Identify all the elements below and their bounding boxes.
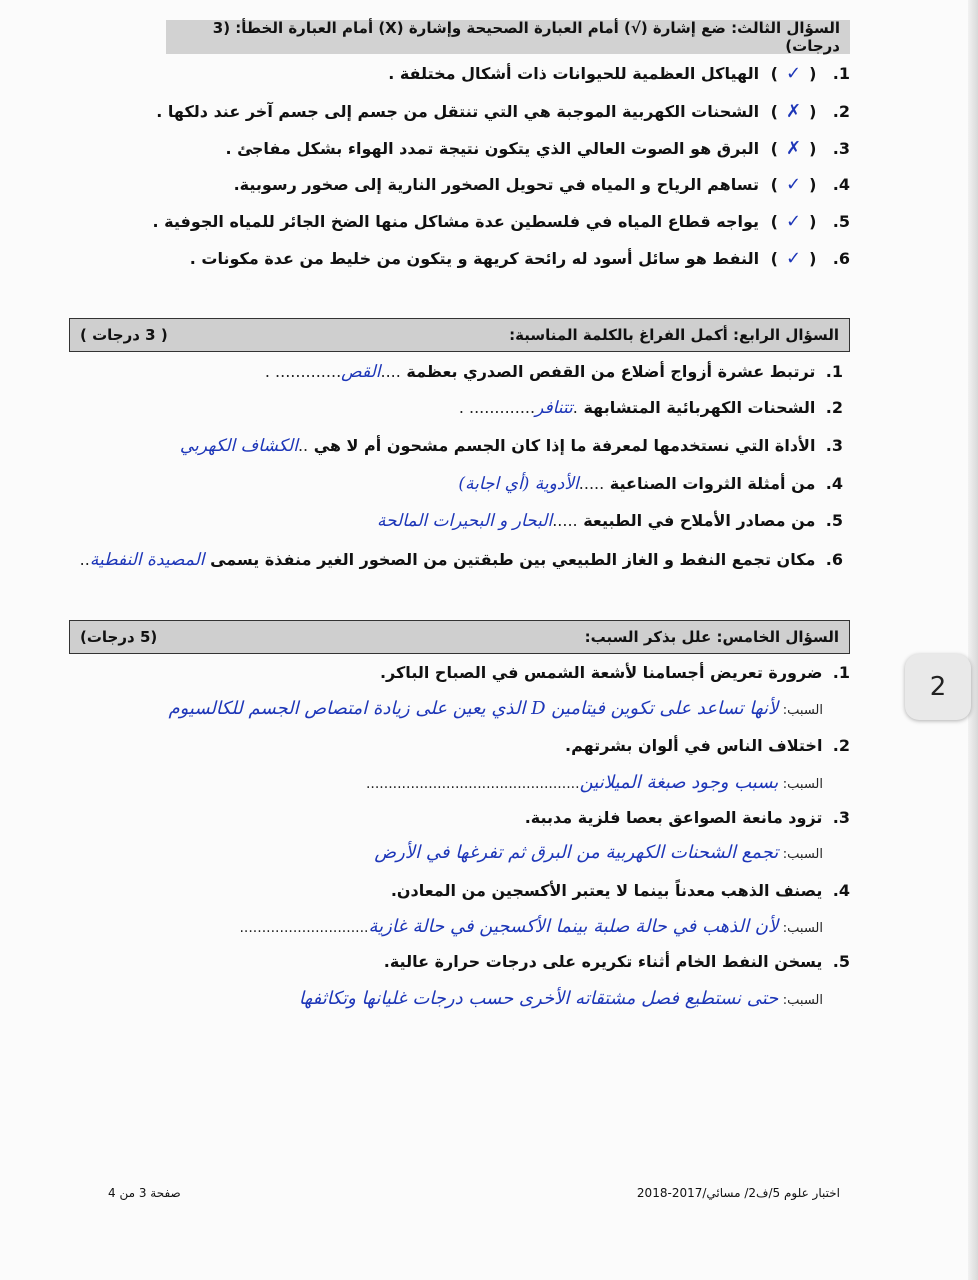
check-mark-icon: ✓ <box>785 211 802 232</box>
handwritten-answer: المصيدة النفطية <box>89 550 205 570</box>
q5-header <box>69 620 850 654</box>
q4-item-6: 6. مكان تجمع النفط و الغاز الطبيعي بين طبقتين من الصخور الغير منفذة يسمى المصيدة النفطية.. <box>79 550 843 570</box>
q3-item-6: 6. ( ✓ ) النفط هو سائل أسود له رائحة كريهة و يتكون من خليط من عدة مكونات . <box>189 248 850 269</box>
q4-item-4: 4. من أمثلة الثروات الصناعية .....الأدوية (أي اجابة) <box>458 474 843 494</box>
handwritten-answer: القص <box>341 362 381 382</box>
q3-item-2: 2. ( ✗ ) الشحنات الكهربية الموجبة هي التي تنتقل من جسم إلى جسم آخر عند دلكها . <box>156 101 850 122</box>
handwritten-answer: لأن الذهب في حالة صلبة بينما الأكسجين في حالة غازية <box>368 916 779 937</box>
check-mark-icon: ✓ <box>785 63 802 84</box>
q5-reason-5: السبب: حتى نستطيع فصل مشتقاته الأخرى حسب درجات غليانها وتكاثفها <box>298 988 823 1009</box>
q3-title: السؤال الثالث: ضع إشارة (√) أمام العبارة الصحيحة وإشارة (X) أمام العبارة الخطأ: (3 درجات) <box>212 19 840 55</box>
page-number-badge[interactable]: 2 <box>905 654 971 720</box>
handwritten-answer: لأنها تساعد على تكوين فيتامين D الذي يعين على زيادة امتصاص الجسم للكالسيوم <box>168 698 779 719</box>
q5-reason-1: السبب: لأنها تساعد على تكوين فيتامين D الذي يعين على زيادة امتصاص الجسم للكالسيوم <box>168 698 823 719</box>
q3-item-4: 4. ( ✓ ) تساهم الرياح و المياه في تحويل الصخور النارية إلى صخور رسوبية. <box>233 174 850 195</box>
q4-item-3: 3. الأداة التي نستخدمها لمعرفة ما إذا كان الجسم مشحون أم لا هي ..الكشاف الكهربي <box>179 436 843 456</box>
q4-item-2: 2. الشحنات الكهربائية المتشابهة .تتنافر............. . <box>458 398 843 418</box>
q5-item-1: 1. ضرورة تعريض أجسامنا لأشعة الشمس في الصباح الباكر. <box>379 663 850 682</box>
q4-grade: ( 3 درجات ) <box>80 326 168 344</box>
handwritten-answer: البحار و البحيرات المالحة <box>376 511 553 531</box>
q5-item-3: 3. تزود مانعة الصواعق بعصا فلزية مدببة. <box>524 808 850 827</box>
q5-grade: (5 درجات) <box>80 628 158 646</box>
q3-item-5: 5. ( ✓ ) يواجه قطاع المياه في فلسطين عدة مشاكل منها الضخ الجائر للمياه الجوفية . <box>152 211 850 232</box>
q3-item-3: 3. ( ✗ ) البرق هو الصوت العالي الذي يتكون نتيجة تمدد الهواء بشكل مفاجئ . <box>225 138 850 159</box>
q5-reason-2: السبب: بسبب وجود صبغة الميلانين................................................ <box>365 772 823 793</box>
handwritten-answer: بسبب وجود صبغة الميلانين <box>579 772 779 793</box>
handwritten-answer: حتى نستطيع فصل مشتقاته الأخرى حسب درجات غليانها وتكاثفها <box>298 988 779 1009</box>
q5-title: السؤال الخامس: علل بذكر السبب: <box>584 628 839 646</box>
handwritten-answer: تتنافر <box>535 398 573 418</box>
check-mark-icon: ✓ <box>785 248 802 269</box>
cross-mark-icon: ✗ <box>785 138 802 159</box>
footer-page-number: صفحة 3 من 4 <box>108 1186 181 1200</box>
page-edge <box>968 0 978 1280</box>
handwritten-answer: الأدوية (أي اجابة) <box>458 474 579 494</box>
handwritten-answer: الكشاف الكهربي <box>179 436 298 456</box>
q3-item-1: 1. ( ✓ ) الهياكل العظمية للحيوانات ذات أشكال مختلفة . <box>388 63 850 84</box>
q5-item-4: 4. يصنف الذهب معدناً بينما لا يعتبر الأكسجين من المعادن. <box>390 881 850 900</box>
q5-reason-3: السبب: تجمع الشحنات الكهربية من البرق ثم تفرغها في الأرض <box>374 842 823 863</box>
q5-item-2: 2. اختلاف الناس في ألوان بشرتهم. <box>564 736 850 755</box>
check-mark-icon: ✓ <box>785 174 802 195</box>
q3-header <box>166 20 850 54</box>
q4-item-5: 5. من مصادر الأملاح في الطبيعة .....البحار و البحيرات المالحة <box>376 511 843 531</box>
q4-item-1: 1. ترتبط عشرة أزواج أضلاع من القفص الصدري بعظمة ....القص............. . <box>264 362 843 382</box>
q4-header <box>69 318 850 352</box>
q4-title: السؤال الرابع: أكمل الفراغ بالكلمة المناسبة: <box>509 326 839 344</box>
handwritten-answer: تجمع الشحنات الكهربية من البرق ثم تفرغها في الأرض <box>374 842 779 863</box>
cross-mark-icon: ✗ <box>785 101 802 122</box>
footer-exam-info: اختبار علوم 5/ف2/ مسائي/2017-2018 <box>636 1186 840 1200</box>
q5-item-5: 5. يسخن النفط الخام أثناء تكريره على درجات حرارة عالية. <box>383 952 850 971</box>
q5-reason-4: السبب: لأن الذهب في حالة صلبة بينما الأكسجين في حالة غازية............................. <box>239 916 823 937</box>
